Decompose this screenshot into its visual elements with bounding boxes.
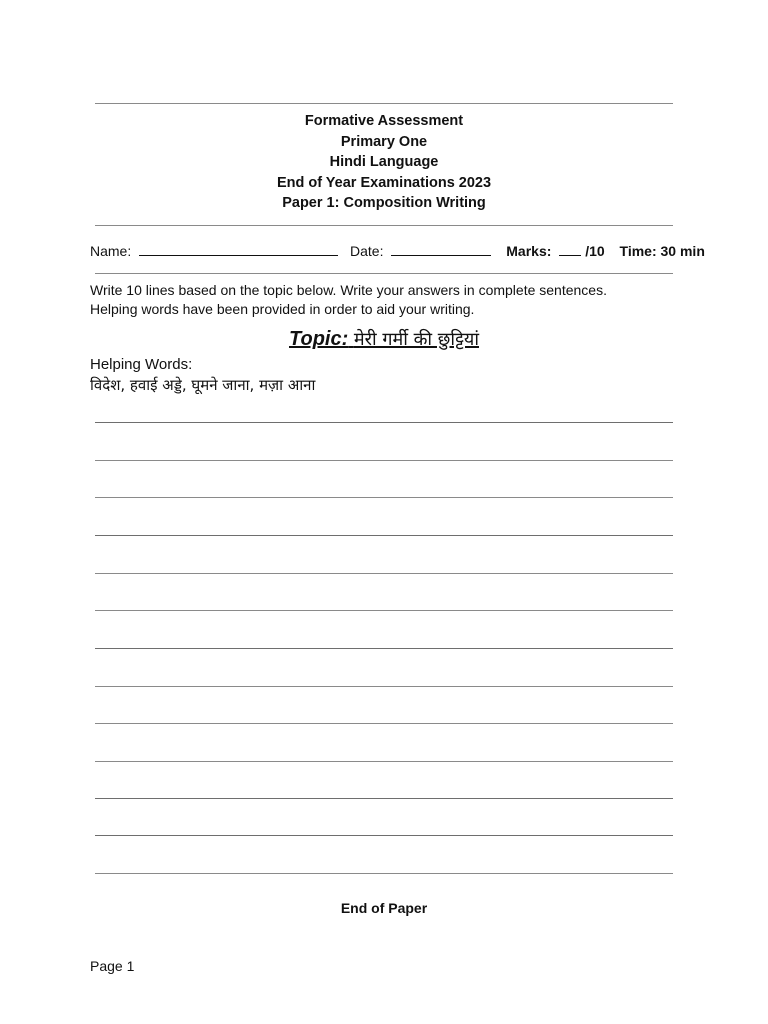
answer-line[interactable]	[95, 798, 673, 799]
topic-heading	[95, 327, 673, 351]
end-of-paper: End of Paper	[340, 900, 428, 916]
paper-header	[95, 111, 673, 214]
marks-blank[interactable]	[559, 243, 581, 256]
answer-line[interactable]	[95, 422, 673, 423]
topic-label: Topic:	[289, 328, 349, 350]
answer-line[interactable]	[95, 873, 673, 874]
name-label: Name:	[90, 243, 132, 259]
answer-line[interactable]	[95, 648, 673, 649]
marks-total: /10	[585, 243, 605, 259]
answer-line[interactable]	[95, 686, 673, 687]
page-number: Page 1	[90, 958, 135, 974]
answer-line[interactable]	[95, 535, 673, 536]
helping-words-list: विदेश, हवाई अड्डे, घूमने जाना, मज़ा आना	[90, 376, 316, 394]
answer-line[interactable]	[95, 610, 673, 611]
topic-text: मेरी गर्मी की छुट्टियां	[353, 329, 479, 350]
student-info-row	[90, 243, 705, 259]
info-bottom-divider	[95, 273, 673, 274]
header-exam: End of Year Examinations 2023	[276, 174, 492, 191]
answer-line[interactable]	[95, 573, 673, 574]
answer-line[interactable]	[95, 497, 673, 498]
answer-line[interactable]	[95, 761, 673, 762]
time-label: Time: 30 min	[619, 243, 705, 259]
header-subject: Hindi Language	[329, 154, 439, 170]
header-paper: Paper 1: Composition Writing	[282, 195, 486, 211]
header-level: Primary One	[340, 133, 428, 150]
answer-line[interactable]	[95, 460, 673, 461]
instructions-line-1: Write 10 lines based on the topic below. Write your answers in complete sentences.	[90, 282, 607, 298]
instructions-line-2: Helping words have been provided in order to aid your writing.	[90, 301, 475, 317]
header-bottom-divider	[95, 225, 673, 226]
answer-line[interactable]	[95, 835, 673, 836]
top-divider	[95, 103, 673, 104]
answer-line[interactable]	[95, 723, 673, 724]
date-blank[interactable]	[391, 243, 491, 256]
helping-words-label: Helping Words:	[90, 356, 193, 373]
name-blank[interactable]	[139, 243, 338, 256]
marks-label: Marks:	[506, 243, 552, 259]
date-label: Date:	[350, 243, 384, 259]
instructions	[90, 281, 607, 319]
header-title: Formative Assessment	[304, 113, 464, 129]
